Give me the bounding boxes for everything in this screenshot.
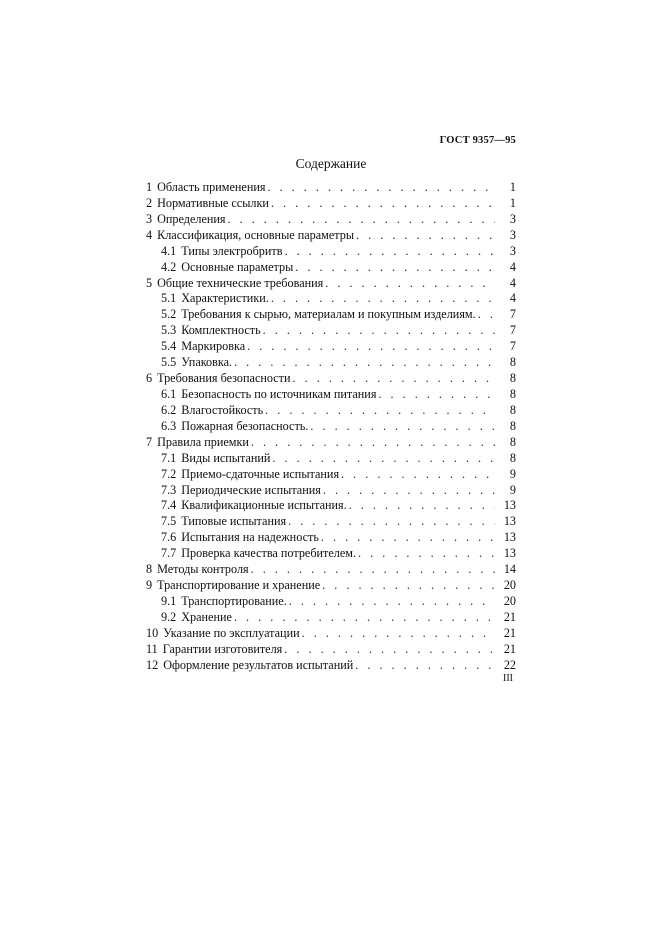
toc-entry-number: 12 xyxy=(146,657,159,672)
toc-entry xyxy=(146,594,516,610)
toc-entry-leader xyxy=(355,658,495,674)
toc-entry-title: Периодические испытания xyxy=(181,482,321,497)
toc-entry-title: Методы контроля xyxy=(157,562,249,577)
toc-entry-leader xyxy=(341,467,495,483)
toc-entry xyxy=(146,562,516,578)
toc-entry xyxy=(146,339,516,355)
toc-entry-page: 8 xyxy=(509,450,516,465)
toc-entry-leader xyxy=(349,498,495,514)
toc-entry xyxy=(146,276,516,292)
toc-entry-number: 5.5 xyxy=(161,355,177,370)
toc-entry-leader xyxy=(272,451,495,467)
toc-entry-page: 8 xyxy=(509,434,516,449)
toc-entry xyxy=(146,626,516,642)
toc-entry-page: 8 xyxy=(509,402,516,417)
document-code: ГОСТ 9357—95 xyxy=(439,135,516,146)
toc-entry-number: 5 xyxy=(146,275,153,290)
toc-entry xyxy=(146,244,516,260)
toc-entry-page: 3 xyxy=(509,211,516,226)
toc-entry-leader xyxy=(358,546,495,562)
toc-entry-title: Основные параметры xyxy=(181,259,294,274)
toc-entry-leader xyxy=(321,530,495,546)
toc-entry-number: 8 xyxy=(146,562,153,577)
toc-entry-page: 8 xyxy=(509,371,516,386)
toc-entry-title: Нормативные ссылки xyxy=(157,195,269,210)
toc-entry-title: Упаковка. xyxy=(181,355,233,370)
toc-entry-number: 7.2 xyxy=(161,466,177,481)
toc-entry-leader xyxy=(323,483,495,499)
toc-entry-page: 20 xyxy=(503,593,516,608)
toc-entry xyxy=(146,355,516,371)
toc-entry-title: Оформление результатов испытаний xyxy=(163,657,354,672)
toc-entry-page: 21 xyxy=(503,641,516,656)
toc-entry-title: Комплектность xyxy=(181,323,261,338)
toc-entry xyxy=(146,483,516,499)
toc-entry-leader xyxy=(271,196,495,212)
page-number: III xyxy=(503,673,513,684)
toc-entry-number: 9.1 xyxy=(161,593,177,608)
toc-entry-page: 8 xyxy=(509,386,516,401)
toc-entry-title: Безопасность по источникам питания xyxy=(181,386,377,401)
toc-entry xyxy=(146,546,516,562)
toc-entry-title: Испытания на надежность xyxy=(181,530,319,545)
toc-entry xyxy=(146,180,516,196)
toc-entry-leader xyxy=(251,435,495,451)
toc-entry-number: 7.5 xyxy=(161,514,177,529)
toc-entry-page: 7 xyxy=(509,307,516,322)
toc-entry-number: 2 xyxy=(146,195,153,210)
toc-entry-number: 7.1 xyxy=(161,450,177,465)
toc-entry xyxy=(146,387,516,403)
toc-entry-title: Характеристики. xyxy=(181,291,269,306)
toc-entry-number: 5.3 xyxy=(161,323,177,338)
toc-entry-leader xyxy=(378,387,495,403)
toc-entry-page: 7 xyxy=(509,323,516,338)
toc-entry-number: 7.7 xyxy=(161,546,177,561)
toc-entry-leader xyxy=(356,228,495,244)
toc-entry xyxy=(146,419,516,435)
toc-entry-page: 13 xyxy=(503,514,516,529)
toc-entry-number: 4.2 xyxy=(161,259,177,274)
toc-entry-title: Квалификационные испытания. xyxy=(181,498,347,513)
toc-entry-number: 4 xyxy=(146,227,153,242)
toc-entry-leader xyxy=(228,212,495,228)
toc-entry xyxy=(146,658,516,674)
toc-entry-number: 6 xyxy=(146,371,153,386)
toc-entry-number: 6.2 xyxy=(161,402,177,417)
toc-entry-leader xyxy=(267,180,495,196)
toc-entry-title: Транспортирование и хранение xyxy=(157,578,321,593)
toc-entry-title: Общие технические требования xyxy=(157,275,324,290)
toc-entry-leader xyxy=(234,355,495,371)
toc-entry-leader xyxy=(310,419,495,435)
toc-entry-title: Проверка качества потребителем. xyxy=(181,546,357,561)
toc-entry-number: 10 xyxy=(146,625,159,640)
toc-entry xyxy=(146,467,516,483)
toc-entry-number: 3 xyxy=(146,211,153,226)
toc-entry-page: 13 xyxy=(503,498,516,513)
toc-entry-number: 6.3 xyxy=(161,418,177,433)
toc-entry xyxy=(146,435,516,451)
toc-entry-number: 5.2 xyxy=(161,307,177,322)
toc-entry-leader xyxy=(302,626,495,642)
toc-entry-page: 9 xyxy=(509,466,516,481)
toc-entry-number: 6.1 xyxy=(161,386,177,401)
toc-entry xyxy=(146,403,516,419)
toc-entry-page: 7 xyxy=(509,339,516,354)
toc-entry-leader xyxy=(325,276,495,292)
toc-entry-number: 9 xyxy=(146,578,153,593)
toc-entry-title: Виды испытаний xyxy=(181,450,271,465)
toc-entry-title: Требования к сырью, материалам и покупным изделиям. xyxy=(181,307,476,322)
toc-entry xyxy=(146,451,516,467)
toc-entry xyxy=(146,291,516,307)
toc-entry xyxy=(146,642,516,658)
toc-entry-number: 4.1 xyxy=(161,243,177,258)
toc-entry-title: Указание по эксплуатации xyxy=(163,625,300,640)
toc-entry-page: 8 xyxy=(509,355,516,370)
toc-entry-page: 4 xyxy=(509,259,516,274)
toc-entry xyxy=(146,196,516,212)
toc-entry-leader xyxy=(478,307,495,323)
toc-entry-leader xyxy=(265,403,495,419)
toc-entry-title: Область применения xyxy=(157,180,266,194)
toc-entry-number: 5.4 xyxy=(161,339,177,354)
toc-entry-page: 22 xyxy=(503,657,516,672)
toc-entry-leader xyxy=(271,291,495,307)
toc-entry-page: 4 xyxy=(509,275,516,290)
toc-entry-page: 1 xyxy=(509,195,516,210)
toc-entry xyxy=(146,307,516,323)
toc-entry-number: 11 xyxy=(146,641,158,656)
toc-entry xyxy=(146,323,516,339)
toc-entry xyxy=(146,498,516,514)
toc-entry-number: 7 xyxy=(146,434,153,449)
toc-entry-title: Правила приемки xyxy=(157,434,249,449)
toc-entry xyxy=(146,530,516,546)
toc-entry-page: 13 xyxy=(503,546,516,561)
toc-entry-number: 7.4 xyxy=(161,498,177,513)
toc-entry xyxy=(146,578,516,594)
toc-entry-page: 20 xyxy=(503,578,516,593)
toc-entry-title: Определения xyxy=(157,211,226,226)
toc-entry-leader xyxy=(284,642,495,658)
toc-entry-page: 21 xyxy=(503,609,516,624)
toc-entry-title: Пожарная безопасность. xyxy=(181,418,309,433)
toc-entry-leader xyxy=(284,244,495,260)
toc-entry-leader xyxy=(234,610,495,626)
toc-entry xyxy=(146,260,516,276)
toc-entry-title: Классификация, основные параметры xyxy=(157,227,355,242)
toc-entry xyxy=(146,514,516,530)
toc-entry-page: 3 xyxy=(509,227,516,242)
toc-entry-number: 1 xyxy=(146,180,153,194)
toc-entry-title: Влагостойкость xyxy=(181,402,264,417)
toc-entry-page: 21 xyxy=(503,625,516,640)
toc-entry-number: 9.2 xyxy=(161,609,177,624)
toc-entry-leader xyxy=(263,323,495,339)
toc-entry xyxy=(146,371,516,387)
toc-entry-leader xyxy=(293,371,495,387)
toc-entry-number: 5.1 xyxy=(161,291,177,306)
table-of-contents xyxy=(146,180,516,674)
toc-entry-leader xyxy=(322,578,495,594)
toc-entry-number: 7.6 xyxy=(161,530,177,545)
toc-entry-leader xyxy=(288,514,495,530)
toc-entry-leader xyxy=(289,594,495,610)
toc-entry-title: Приемо-сдаточные испытания xyxy=(181,466,340,481)
toc-entry-page: 4 xyxy=(509,291,516,306)
toc-entry-title: Транспортирование. xyxy=(181,593,287,608)
toc-entry-leader xyxy=(295,260,495,276)
toc-entry-leader xyxy=(247,339,495,355)
toc-entry-title: Типовые испытания xyxy=(181,514,287,529)
toc-entry-title: Гарантии изготовителя xyxy=(162,641,283,656)
toc-entry xyxy=(146,212,516,228)
toc-entry-title: Требования безопасности xyxy=(157,371,291,386)
toc-entry xyxy=(146,228,516,244)
toc-entry-number: 7.3 xyxy=(161,482,177,497)
toc-entry xyxy=(146,610,516,626)
toc-entry-page: 1 xyxy=(509,180,516,194)
toc-entry-title: Маркировка xyxy=(181,339,246,354)
toc-entry-title: Хранение xyxy=(181,609,232,624)
toc-entry-title: Типы электробритв xyxy=(181,243,283,258)
toc-title: Содержание xyxy=(295,156,367,171)
toc-entry-leader xyxy=(251,562,495,578)
toc-entry-page: 13 xyxy=(503,530,516,545)
toc-entry-page: 9 xyxy=(509,482,516,497)
toc-entry-page: 14 xyxy=(503,562,516,577)
toc-entry-page: 3 xyxy=(509,243,516,258)
toc-entry-page: 8 xyxy=(509,418,516,433)
